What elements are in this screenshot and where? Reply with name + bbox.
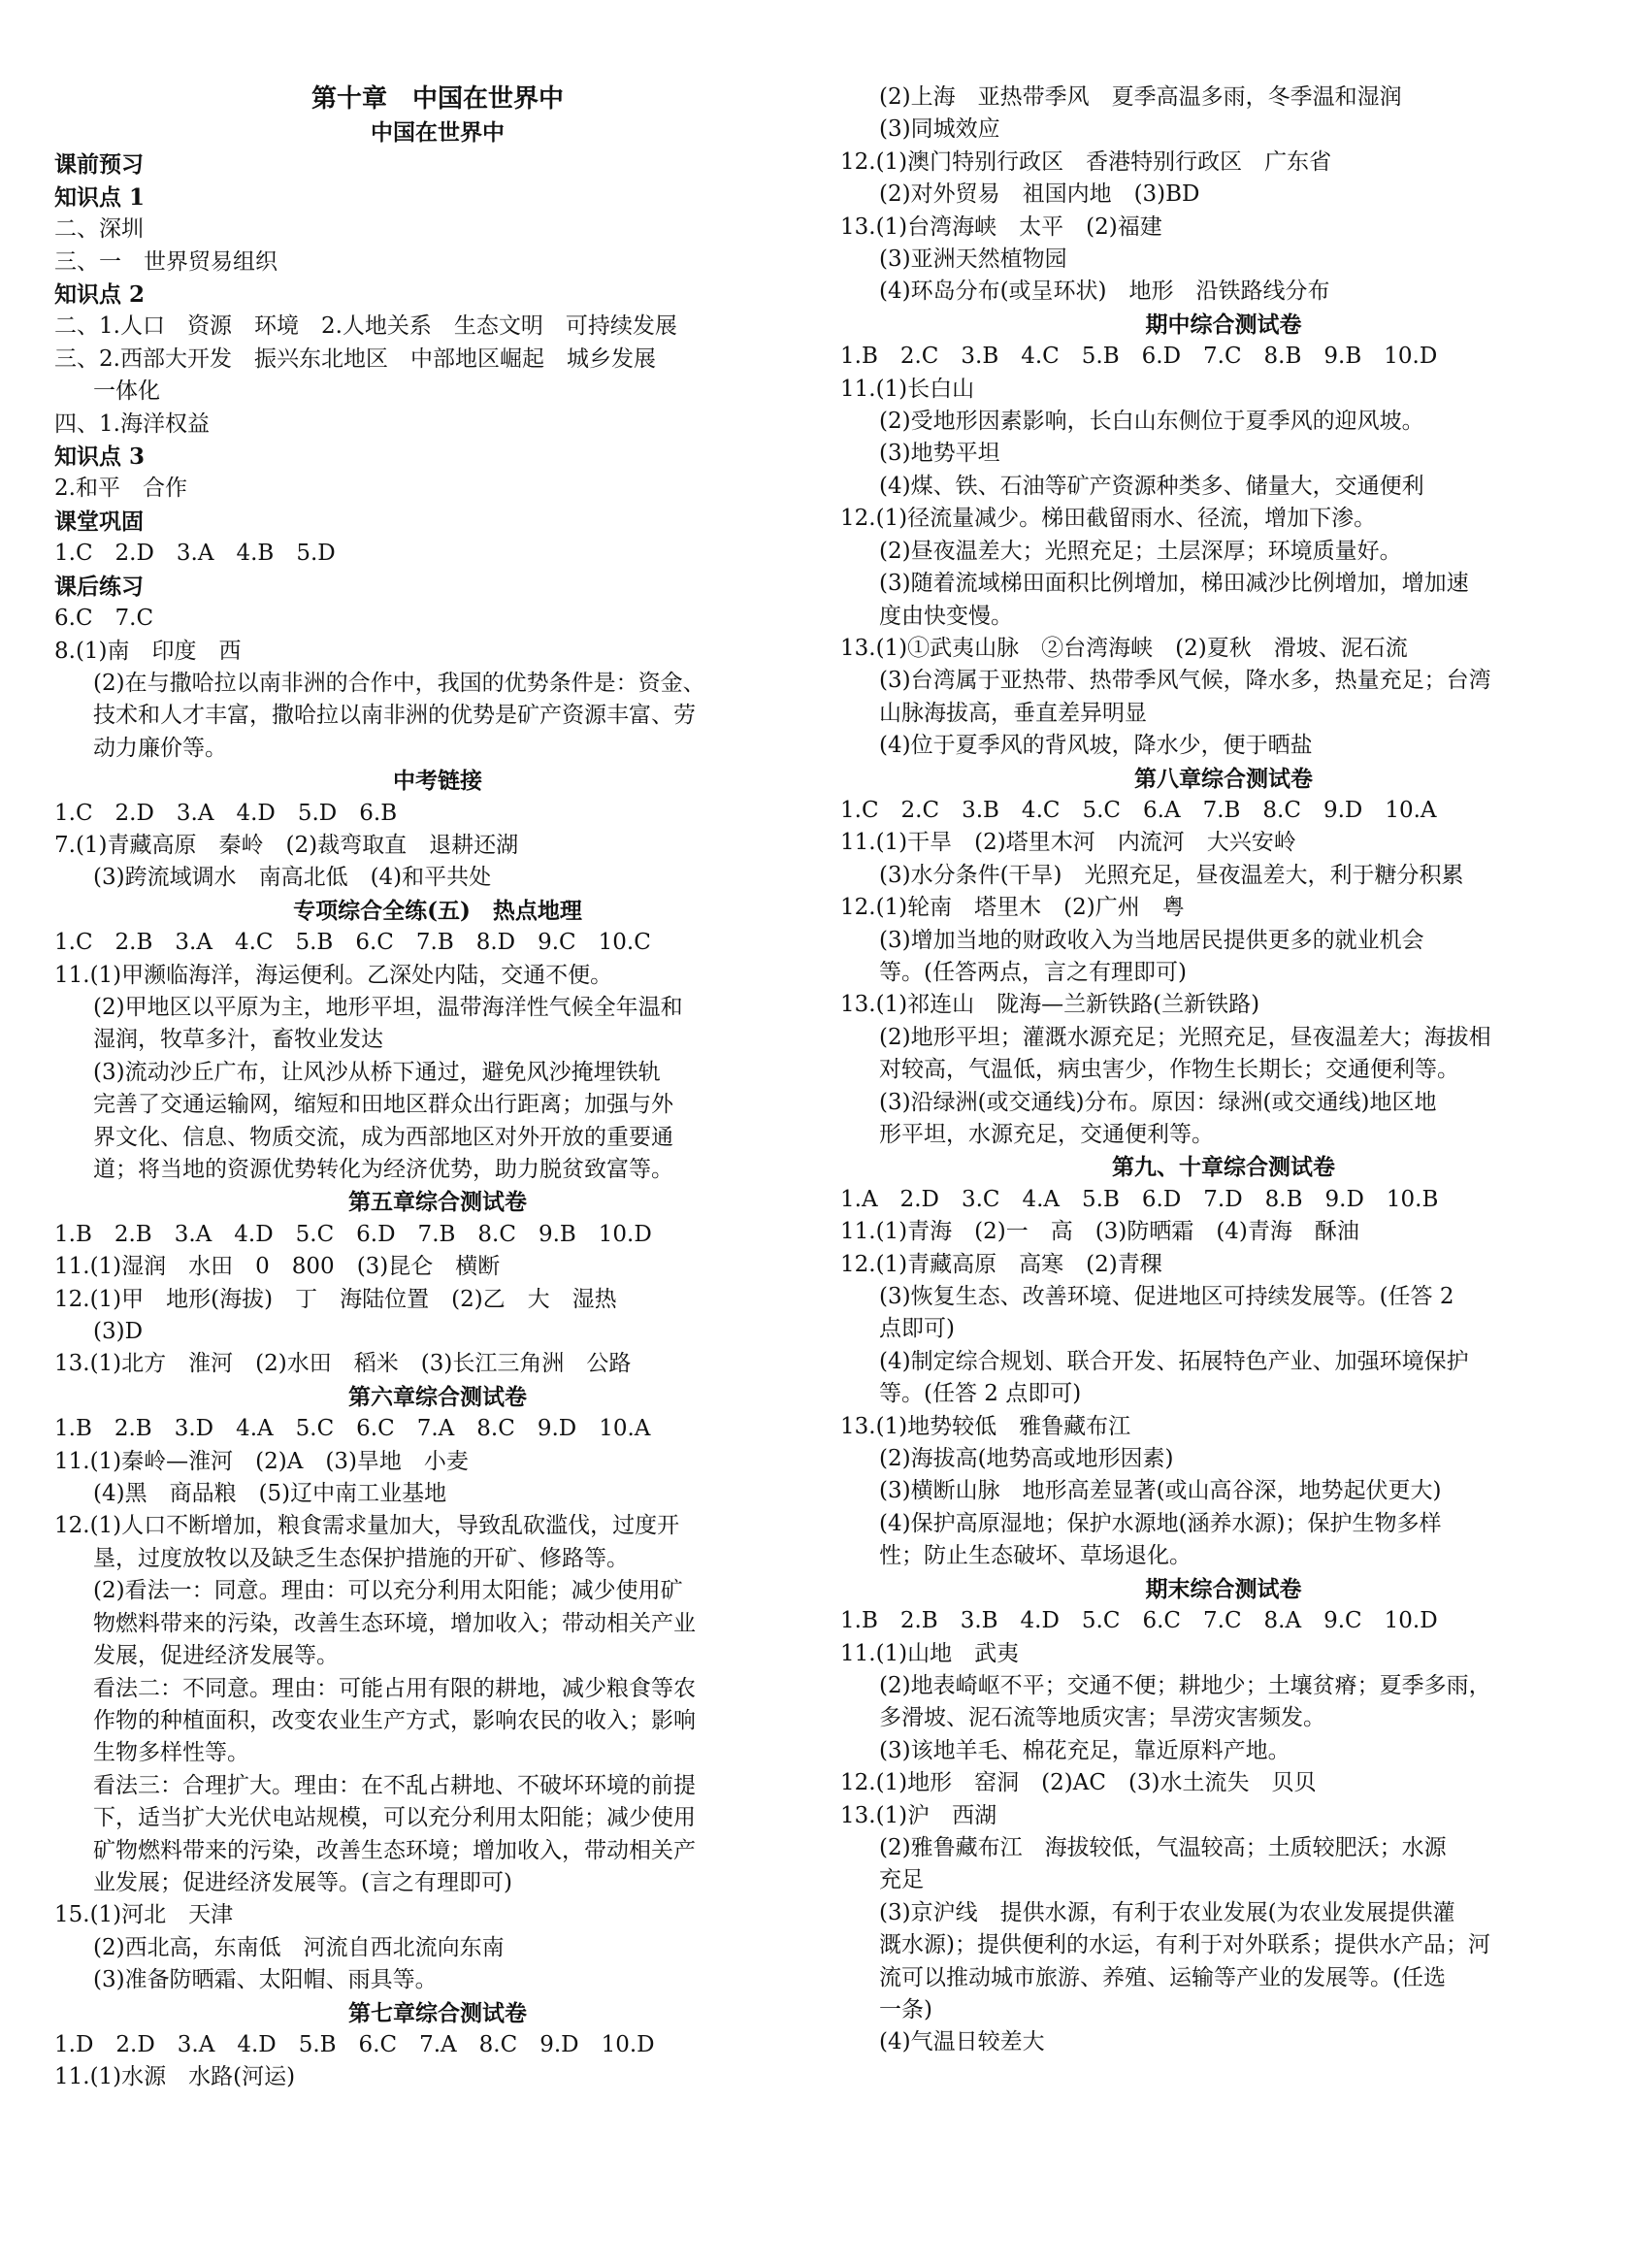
left-line: 13.(1)北方 淮河 (2)水田 稻米 (3)长江三角洲 公路 bbox=[54, 1351, 632, 1377]
right-line: 等。(任答两点，言之有理即可) bbox=[879, 959, 1187, 985]
left-line: 第七章综合测试卷 bbox=[348, 1999, 527, 2026]
left-line: (2)西北高，东南低 河流自西北流向东南 bbox=[93, 1934, 505, 1960]
right-line: 13.(1)沪 西湖 bbox=[840, 1802, 997, 1828]
left-line: 动力廉价等。 bbox=[93, 735, 227, 761]
left-line: 知识点 2 bbox=[54, 281, 146, 309]
right-line: 1.C 2.C 3.B 4.C 5.C 6.A 7.B 8.C 9.D 10.A bbox=[840, 797, 1437, 823]
left-line: 课堂巩固 bbox=[54, 508, 144, 535]
right-line: (2)地表崎岖不平；交通不便；耕地少；土壤贫瘠；夏季多雨， bbox=[879, 1672, 1491, 1698]
left-line: (3)跨流域调水 南高北低 (4)和平共处 bbox=[93, 865, 492, 891]
right-line: 形平坦，水源充足，交通便利等。 bbox=[879, 1122, 1214, 1147]
left-line: 二、1.人口 资源 环境 2.人地关系 生态文明 可持续发展 bbox=[54, 313, 677, 340]
right-line: (2)对外贸易 祖国内地 (3)BD bbox=[879, 181, 1200, 208]
right-line: 等。(任答 2 点即可) bbox=[879, 1381, 1082, 1407]
right-line: (4)位于夏季风的背风坡，降水少，便于晒盐 bbox=[879, 733, 1313, 759]
right-line: 11.(1)干旱 (2)塔里木河 内流河 大兴安岭 bbox=[840, 830, 1296, 856]
right-line: 第八章综合测试卷 bbox=[1134, 765, 1313, 792]
left-line: 12.(1)甲 地形(海拔) 丁 海陆位置 (2)乙 大 湿热 bbox=[54, 1286, 617, 1312]
left-line: 发展，促进经济发展等。 bbox=[93, 1643, 339, 1669]
right-line: (2)地形平坦；灌溉水源充足；光照充足，昼夜温差大；海拔相 bbox=[879, 1024, 1491, 1050]
right-line: (2)受地形因素影响，长白山东侧位于夏季风的迎风坡。 bbox=[879, 409, 1424, 435]
right-line: 期中综合测试卷 bbox=[1145, 311, 1302, 338]
right-line: 对较高，气温低，病虫害少，作物生长期长；交通便利等。 bbox=[879, 1057, 1459, 1083]
right-line: 多滑坡、泥石流等地质灾害；旱涝灾害频发。 bbox=[879, 1705, 1325, 1731]
left-line: 中国在世界中 bbox=[371, 119, 505, 146]
right-line: 溉水源)；提供便利的水运，有利于对外联系；提供水产品；河 bbox=[879, 1932, 1490, 1958]
left-line: 二、深圳 bbox=[54, 216, 144, 243]
left-line: 专项综合全练(五) 热点地理 bbox=[293, 897, 582, 924]
left-line: (3)流动沙丘广布，让风沙从桥下通过，避免风沙掩埋铁轨 bbox=[93, 1059, 661, 1085]
right-line: (3)台湾属于亚热带、热带季风气候，降水多，热量充足；台湾 bbox=[879, 668, 1491, 694]
left-line: 11.(1)湿润 水田 0 800 (3)昆仑 横断 bbox=[54, 1254, 501, 1280]
right-line: (3)地势平坦 bbox=[879, 441, 1000, 467]
right-line: (2)海拔高(地势高或地形因素) bbox=[879, 1446, 1174, 1472]
left-line: 三、2.西部大开发 振兴东北地区 中部地区崛起 城乡发展 bbox=[54, 345, 656, 372]
right-line: (3)该地羊毛、棉花充足，靠近原料产地。 bbox=[879, 1737, 1290, 1763]
left-line: 第六章综合测试卷 bbox=[348, 1383, 527, 1410]
right-line: 1.B 2.C 3.B 4.C 5.B 6.D 7.C 8.B 9.B 10.D bbox=[840, 344, 1438, 370]
right-line: (2)昼夜温差大；光照充足；土层深厚；环境质量好。 bbox=[879, 538, 1402, 564]
right-line: (3)京沪线 提供水源，有利于农业发展(为农业发展提供灌 bbox=[879, 1899, 1455, 1925]
right-line: 12.(1)澳门特别行政区 香港特别行政区 广东省 bbox=[840, 148, 1332, 175]
right-line: (3)恢复生态、改善环境、促进地区可持续发展等。(任答 2 bbox=[879, 1284, 1454, 1310]
left-line: 道；将当地的资源优势转化为经济优势，助力脱贫致富等。 bbox=[93, 1157, 673, 1182]
right-line: 1.B 2.B 3.B 4.D 5.C 6.C 7.C 8.A 9.C 10.D bbox=[840, 1608, 1438, 1634]
left-line: 看法二：不同意。理由：可能占用有限的耕地，减少粮食等农 bbox=[93, 1675, 696, 1701]
left-line: 知识点 1 bbox=[54, 183, 146, 211]
right-line: 点即可) bbox=[879, 1316, 955, 1342]
right-line: (3)沿绿洲(或交通线)分布。原因：绿洲(或交通线)地区地 bbox=[879, 1089, 1437, 1115]
left-line: 11.(1)甲濒临海洋，海运便利。乙深处内陆，交通不便。 bbox=[54, 962, 613, 988]
right-column bbox=[840, 82, 1607, 2059]
left-line: 垦，过度放牧以及缺乏生态保护措施的开矿、修路等。 bbox=[93, 1545, 629, 1571]
left-line: 完善了交通运输网，缩短和田地区群众出行距离；加强与外 bbox=[93, 1092, 673, 1118]
right-line: 12.(1)青藏高原 高寒 (2)青稞 bbox=[840, 1251, 1162, 1277]
left-line: 知识点 3 bbox=[54, 444, 146, 471]
left-line: 看法三：合理扩大。理由：在不乱占耕地、不破坏环境的前提 bbox=[93, 1772, 696, 1798]
right-line: 11.(1)山地 武夷 bbox=[840, 1640, 1020, 1666]
right-line: 流可以推动城市旅游、养殖、运输等产业的发展等。(任选 bbox=[879, 1964, 1446, 1990]
right-line: (4)气温日较差大 bbox=[879, 2029, 1045, 2055]
right-line: (4)煤、铁、石油等矿产资源种类多、储量大，交通便利 bbox=[879, 473, 1424, 499]
left-line: 11.(1)水源 水路(河运) bbox=[54, 2064, 296, 2090]
left-line: 中考链接 bbox=[393, 768, 482, 795]
right-line: (2)雅鲁藏布江 海拔较低，气温较高；土质较肥沃；水源 bbox=[879, 1834, 1447, 1860]
left-line: 1.D 2.D 3.A 4.D 5.B 6.C 7.A 8.C 9.D 10.D bbox=[54, 2031, 655, 2057]
left-line: 15.(1)河北 天津 bbox=[54, 1902, 234, 1928]
left-line: 1.B 2.B 3.D 4.A 5.C 6.C 7.A 8.C 9.D 10.A bbox=[54, 1416, 651, 1442]
right-line: (3)随着流域梯田面积比例增加，梯田减沙比例增加，增加速 bbox=[879, 571, 1469, 597]
left-line: 第十章 中国在世界中 bbox=[310, 84, 564, 114]
right-line: 12.(1)地形 窑洞 (2)AC (3)水土流失 贝贝 bbox=[840, 1770, 1317, 1796]
right-line: 期末综合测试卷 bbox=[1145, 1575, 1302, 1602]
right-line: (3)同城效应 bbox=[879, 116, 1000, 143]
left-line: (4)黑 商品粮 (5)辽中南工业基地 bbox=[93, 1481, 447, 1507]
left-line: 下，适当扩大光伏电站规模，可以充分利用太阳能；减少使用 bbox=[93, 1805, 696, 1831]
left-line: 生物多样性等。 bbox=[93, 1740, 249, 1766]
left-line: 1.C 2.B 3.A 4.C 5.B 6.C 7.B 8.D 9.C 10.C bbox=[54, 930, 651, 956]
left-line: 7.(1)青藏高原 秦岭 (2)裁弯取直 退耕还湖 bbox=[54, 832, 519, 858]
left-line: 三、一 世界贸易组织 bbox=[54, 248, 278, 275]
right-line: 充足 bbox=[879, 1867, 924, 1893]
right-line: 13.(1)地势较低 雅鲁藏布江 bbox=[840, 1413, 1131, 1439]
right-line: 13.(1)台湾海峡 太平 (2)福建 bbox=[840, 214, 1162, 240]
left-line: 课后练习 bbox=[54, 573, 144, 600]
left-line: 第五章综合测试卷 bbox=[348, 1189, 527, 1216]
left-line: 业发展；促进经济发展等。(言之有理即可) bbox=[93, 1869, 512, 1895]
left-line: 四、1.海洋权益 bbox=[54, 411, 210, 437]
right-line: 山脉海拔高，垂直差异明显 bbox=[879, 700, 1147, 726]
left-line: 8.(1)南 印度 西 bbox=[54, 638, 242, 664]
right-line: (3)横断山脉 地形高差显著(或山高谷深，地势起伏更大) bbox=[879, 1478, 1442, 1504]
right-line: 11.(1)长白山 bbox=[840, 376, 975, 402]
right-line: 第九、十章综合测试卷 bbox=[1112, 1154, 1335, 1181]
right-line: (4)保护高原湿地；保护水源地(涵养水源)；保护生物多样 bbox=[879, 1510, 1442, 1536]
right-line: (3)亚洲天然植物园 bbox=[879, 247, 1067, 273]
left-line: 界文化、信息、物质交流，成为西部地区对外开放的重要通 bbox=[93, 1124, 673, 1150]
right-line: 一条) bbox=[879, 1996, 932, 2022]
left-column bbox=[54, 82, 821, 2094]
left-line: 2.和平 合作 bbox=[54, 476, 187, 502]
left-line: 技术和人才丰富，撒哈拉以南非洲的优势是矿产资源丰富、劳 bbox=[93, 703, 696, 729]
right-line: 度由快变慢。 bbox=[879, 603, 1013, 629]
left-line: (3)准备防晒霜、太阳帽、雨具等。 bbox=[93, 1967, 438, 1993]
left-line: 1.C 2.D 3.A 4.B 5.D bbox=[54, 541, 336, 567]
left-line: 课前预习 bbox=[54, 151, 144, 179]
left-line: (3)D bbox=[93, 1319, 144, 1345]
right-line: 13.(1)祁连山 陇海—兰新铁路(兰新铁路) bbox=[840, 992, 1260, 1018]
right-line: 11.(1)青海 (2)一 高 (3)防晒霜 (4)青海 酥油 bbox=[840, 1219, 1359, 1245]
right-line: 12.(1)径流量减少。梯田截留雨水、径流，增加下渗。 bbox=[840, 506, 1377, 532]
left-line: 12.(1)人口不断增加，粮食需求量加大，导致乱砍滥伐，过度开 bbox=[54, 1513, 680, 1539]
right-line: 性；防止生态破坏、草场退化。 bbox=[879, 1543, 1192, 1569]
right-line: 12.(1)轮南 塔里木 (2)广州 粤 bbox=[840, 895, 1185, 921]
left-line: 11.(1)秦岭—淮河 (2)A (3)旱地 小麦 bbox=[54, 1448, 469, 1474]
right-line: 1.A 2.D 3.C 4.A 5.B 6.D 7.D 8.B 9.D 10.B bbox=[840, 1186, 1439, 1212]
right-line: (4)制定综合规划、联合开发、拓展特色产业、加强环境保护 bbox=[879, 1348, 1469, 1374]
left-line: 6.C 7.C bbox=[54, 606, 154, 632]
right-line: (3)水分条件(干旱) 光照充足，昼夜温差大，利于糖分积累 bbox=[879, 862, 1464, 888]
right-line: 13.(1)①武夷山脉 ②台湾海峡 (2)夏秋 滑坡、泥石流 bbox=[840, 635, 1408, 661]
left-line: 湿润，牧草多汁，畜牧业发达 bbox=[93, 1027, 383, 1053]
left-line: 一体化 bbox=[93, 378, 160, 405]
left-line: 1.C 2.D 3.A 4.D 5.D 6.B bbox=[54, 800, 398, 826]
right-line: (4)环岛分布(或呈环状) 地形 沿铁路线分布 bbox=[879, 279, 1330, 305]
left-line: 作物的种植面积，改变农业生产方式，影响农民的收入；影响 bbox=[93, 1707, 696, 1733]
left-line: (2)在与撒哈拉以南非洲的合作中，我国的优势条件是：资金、 bbox=[93, 670, 705, 696]
right-line: (2)上海 亚热带季风 夏季高温多雨，冬季温和湿润 bbox=[879, 84, 1402, 110]
right-line: (3)增加当地的财政收入为当地居民提供更多的就业机会 bbox=[879, 927, 1424, 953]
left-line: 物燃料带来的污染，改善生态环境，增加收入；带动相关产业 bbox=[93, 1610, 696, 1636]
left-line: 1.B 2.B 3.A 4.D 5.C 6.D 7.B 8.C 9.B 10.D bbox=[54, 1221, 652, 1247]
left-line: (2)看法一：同意。理由：可以充分利用太阳能；减少使用矿 bbox=[93, 1578, 683, 1604]
left-line: 矿物燃料带来的污染，改善生态环境；增加收入，带动相关产 bbox=[93, 1837, 696, 1863]
left-line: (2)甲地区以平原为主，地形平坦，温带海洋性气候全年温和 bbox=[93, 994, 683, 1020]
